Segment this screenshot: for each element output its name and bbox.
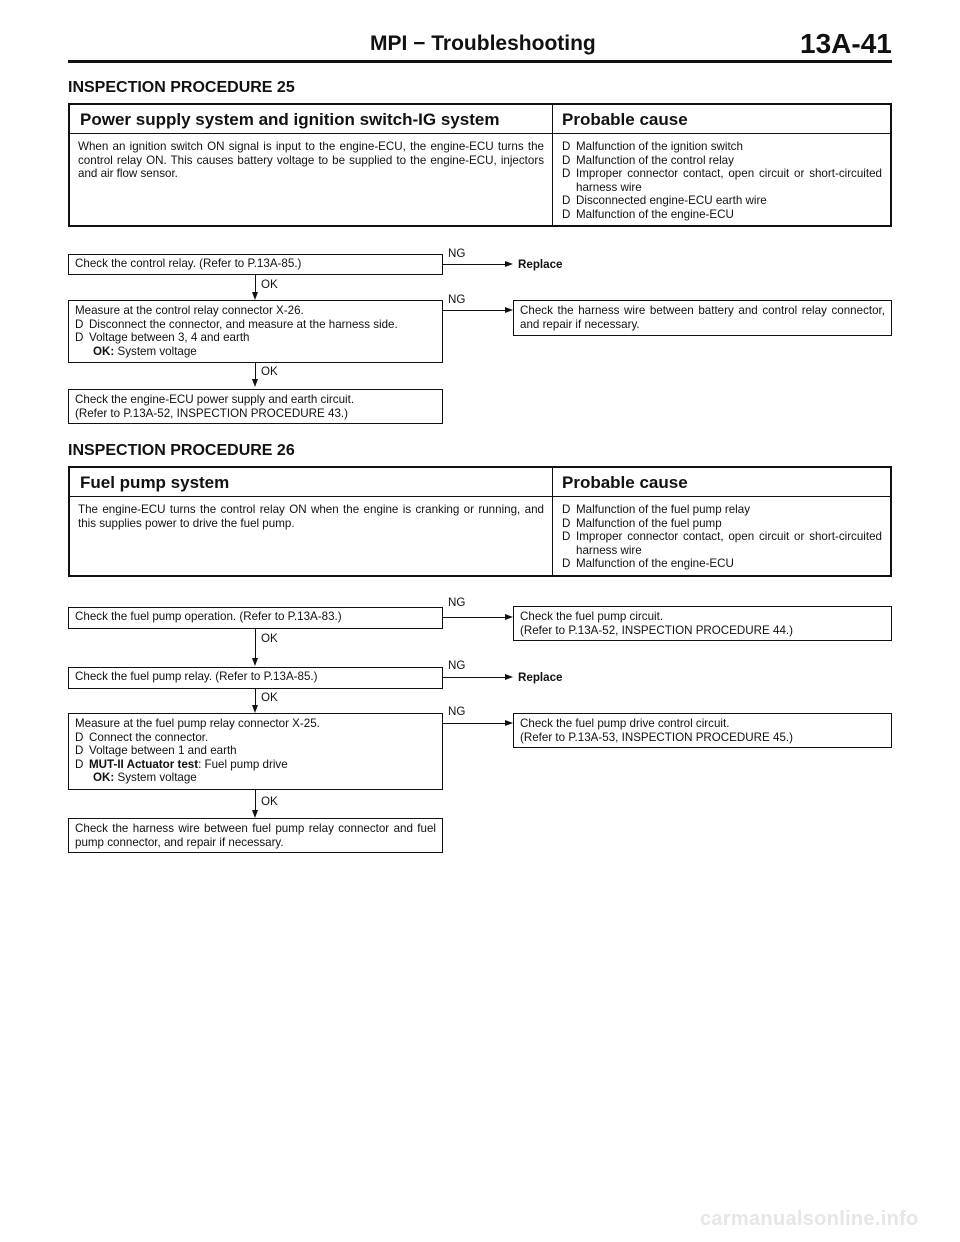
ng-connector <box>443 264 507 265</box>
step-check-harness-relay-to-pump: Check the harness wire between fuel pump relay connector and fuel pump connector, and repair if necessary. <box>68 818 443 853</box>
ok-connector <box>255 790 256 810</box>
ng-label: NG <box>448 293 466 306</box>
bullet-icon: D <box>75 331 84 345</box>
bullet-icon: D <box>562 557 571 571</box>
table-header-rule <box>70 133 890 134</box>
bullet-icon: D <box>562 153 571 167</box>
table-header-system: Fuel pump system <box>80 473 230 492</box>
ok-label: OK <box>261 365 278 378</box>
section-title: MPI − Troubleshooting <box>370 32 596 55</box>
table-header-cause: Probable cause <box>562 110 688 129</box>
probable-cause-list <box>562 140 882 222</box>
cause-item: D Malfunction of the fuel pump relay <box>562 503 751 516</box>
ok-label: OK <box>261 278 278 291</box>
ok-connector <box>255 275 256 292</box>
cause-item: D Improper connector contact, open circuit or short-circuited harness wire <box>562 530 882 557</box>
arrow-down-icon <box>252 379 258 387</box>
bullet-icon: D <box>562 140 571 153</box>
cause-item: D Malfunction of the engine-ECU <box>562 207 734 221</box>
system-description: When an ignition switch ON signal is input to the engine-ECU, the engine-ECU turns the control relay ON. This causes battery voltage to be supplied to the engine-ECU, injectors and air flow sensor. <box>78 140 544 181</box>
ng-connector <box>443 310 507 311</box>
procedure-26-title: INSPECTION PROCEDURE 26 <box>68 442 295 459</box>
bullet-icon: D <box>75 317 84 331</box>
arrow-right-icon <box>505 307 513 313</box>
watermark: carmanualsonline.info <box>700 1208 919 1230</box>
step-check-fuel-pump-relay: Check the fuel pump relay. (Refer to P.13A-85.) <box>68 667 443 689</box>
table-header-rule <box>70 496 890 497</box>
ng-label: NG <box>448 705 466 718</box>
bullet-icon: D <box>75 757 84 771</box>
bullet-icon: D <box>562 167 571 181</box>
result-check-fuel-pump-drive-control: Check the fuel pump drive control circuit. (Refer to P.13A-53, INSPECTION PROCEDURE 45.) <box>513 713 892 748</box>
ng-label: NG <box>448 596 466 609</box>
bullet-icon: D <box>75 744 84 758</box>
step-check-fuel-pump-operation: Check the fuel pump operation. (Refer to P.13A-83.) <box>68 607 443 629</box>
arrow-right-icon <box>505 720 513 726</box>
table-header-cause: Probable cause <box>562 473 688 492</box>
result-replace: Replace <box>518 671 563 684</box>
bullet-icon: D <box>562 207 571 221</box>
procedure-25-title: INSPECTION PROCEDURE 25 <box>68 79 295 96</box>
ng-label: NG <box>448 247 466 260</box>
bullet-icon: D <box>562 194 571 208</box>
ng-label: NG <box>448 659 466 672</box>
arrow-down-icon <box>252 292 258 300</box>
ok-label: OK <box>261 691 278 704</box>
table-divider <box>552 468 553 575</box>
step-measure-control-relay-connector: Measure at the control relay connector X-26. D Disconnect the connector, and measure at the harness side. D Voltage between 3, 4 and earth OK: System voltage <box>68 300 443 363</box>
table-divider <box>552 105 553 225</box>
ng-connector <box>443 617 507 618</box>
step-check-control-relay: Check the control relay. (Refer to P.13A-85.) <box>68 254 443 275</box>
cause-item: D Malfunction of the fuel pump <box>562 516 722 530</box>
arrow-down-icon <box>252 658 258 666</box>
ok-label: OK <box>261 795 278 808</box>
result-check-fuel-pump-circuit: Check the fuel pump circuit. (Refer to P.13A-52, INSPECTION PROCEDURE 44.) <box>513 606 892 641</box>
ng-connector <box>443 723 507 724</box>
step-check-ecu-power-supply: Check the engine-ECU power supply and earth circuit. (Refer to P.13A-52, INSPECTION PROCEDURE 43.) <box>68 389 443 424</box>
procedure-26-table <box>68 466 892 577</box>
page-number: 13A-41 <box>800 28 892 59</box>
arrow-right-icon <box>505 614 513 620</box>
probable-cause-list <box>562 503 882 571</box>
cause-item: D Malfunction of the control relay <box>562 153 734 167</box>
bullet-icon: D <box>562 503 571 516</box>
arrow-down-icon <box>252 705 258 713</box>
result-check-harness-battery-relay: Check the harness wire between battery and control relay connector, and repair if necessary. <box>513 300 892 336</box>
cause-item: D Malfunction of the ignition switch <box>562 140 743 153</box>
ng-connector <box>443 677 507 678</box>
result-replace: Replace <box>518 258 563 271</box>
arrow-down-icon <box>252 810 258 818</box>
arrow-right-icon <box>505 261 513 267</box>
bullet-icon: D <box>562 516 571 530</box>
ok-connector <box>255 689 256 705</box>
cause-item: D Improper connector contact, open circuit or short-circuited harness wire <box>562 167 882 194</box>
ok-connector <box>255 629 256 658</box>
table-header-system: Power supply system and ignition switch-IG system <box>80 110 500 129</box>
system-description: The engine-ECU turns the control relay ON when the engine is cranking or running, and this supplies power to drive the fuel pump. <box>78 503 544 530</box>
ok-label: OK <box>261 632 278 645</box>
step-measure-fuel-pump-relay-connector: Measure at the fuel pump relay connector X-25. D Connect the connector. D Voltage between 1 and earth D MUT-II Actuator test: Fuel pump drive OK: System voltage <box>68 713 443 790</box>
cause-item: D Disconnected engine-ECU earth wire <box>562 194 767 208</box>
procedure-25-table <box>68 103 892 227</box>
cause-item: D Malfunction of the engine-ECU <box>562 557 734 571</box>
arrow-right-icon <box>505 674 513 680</box>
bullet-icon: D <box>562 530 571 544</box>
ok-connector <box>255 363 256 379</box>
header-rule <box>68 60 892 63</box>
bullet-icon: D <box>75 730 84 744</box>
